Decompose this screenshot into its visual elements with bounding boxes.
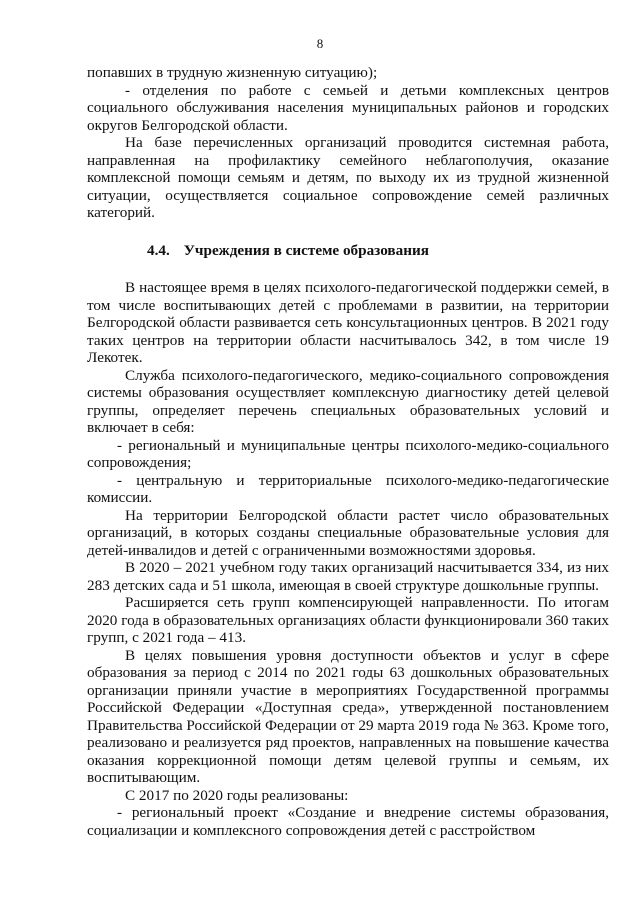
paragraph: В целях повышения уровня доступности объектов и услуг в сфере образования за период с 2014 по 2021 годы 63 дошкольных образовательных организации приняли участие в мероприятиях Государственной программы Российской Федерации «Доступная среда», утвержденной постановлением Правительства Российской Федерации от 29 марта 2019 года № 363. Кроме того, реализовано и реализуется ряд проектов, направленных на повышение качества оказания коррекционной помощи детям целевой группы и семьям, их воспитывающим. bbox=[87, 646, 609, 786]
paragraph: На базе перечисленных организаций проводится системная работа, направленная на профилактику семейного неблагополучия, оказание комплексной помощи семьям и детям, по выходу их из трудной жизненной ситуации, осуществляется социальное сопровождение семей различных категорий. bbox=[87, 134, 609, 221]
section-title: Учреждения в системе образования bbox=[183, 241, 429, 259]
list-item: - отделения по работе с семьей и детьми комплексных центров социального обслуживания населения муниципальных районов и городских округов Белгородской области. bbox=[87, 81, 609, 134]
paragraph: В настоящее время в целях психолого-педагогической поддержки семей, в том числе воспитывающих детей с проблемами в развитии, на территории Белгородской области развивается сеть консультационных центров. В 2021 году таких центров на территории области насчитывалось 342, в том числе 19 Лекотек. bbox=[87, 279, 609, 366]
list-item: - региональный и муниципальные центры психолого-медико-социального сопровождения; bbox=[87, 436, 609, 471]
paragraph: попавших в трудную жизненную ситуацию); bbox=[87, 64, 378, 81]
section-number: 4.4. bbox=[147, 241, 170, 259]
list-item: - центральную и территориальные психолого-медико-педагогические комиссии. bbox=[87, 471, 609, 506]
document-body bbox=[87, 64, 609, 839]
section-heading bbox=[87, 242, 609, 260]
list-item: - региональный проект «Создание и внедрение системы образования, социализации и комплексного сопровождения детей с расстройством bbox=[87, 804, 609, 839]
paragraph: В 2020 – 2021 учебном году таких организаций насчитывается 334, из них 283 детских сада и 51 школа, имеющая в своей структуре дошкольные группы. bbox=[87, 559, 609, 594]
paragraph: С 2017 по 2020 годы реализованы: bbox=[125, 786, 349, 804]
page-number: 8 bbox=[316, 36, 324, 51]
paragraph: Служба психолого-педагогического, медико-социального сопровождения системы образования осуществляет комплексную диагностику детей целевой группы, определяет перечень специальных образовательных условий и включает в себя: bbox=[87, 366, 609, 436]
paragraph: На территории Белгородской области растет число образовательных организаций, в которых созданы специальные образовательные условия для детей-инвалидов и детей с ограниченными возможностями здоровья. bbox=[87, 506, 609, 559]
paragraph: Расширяется сеть групп компенсирующей направленности. По итогам 2020 года в образовательных организациях области функционировали 360 таких групп, с 2021 года – 413. bbox=[87, 594, 609, 646]
